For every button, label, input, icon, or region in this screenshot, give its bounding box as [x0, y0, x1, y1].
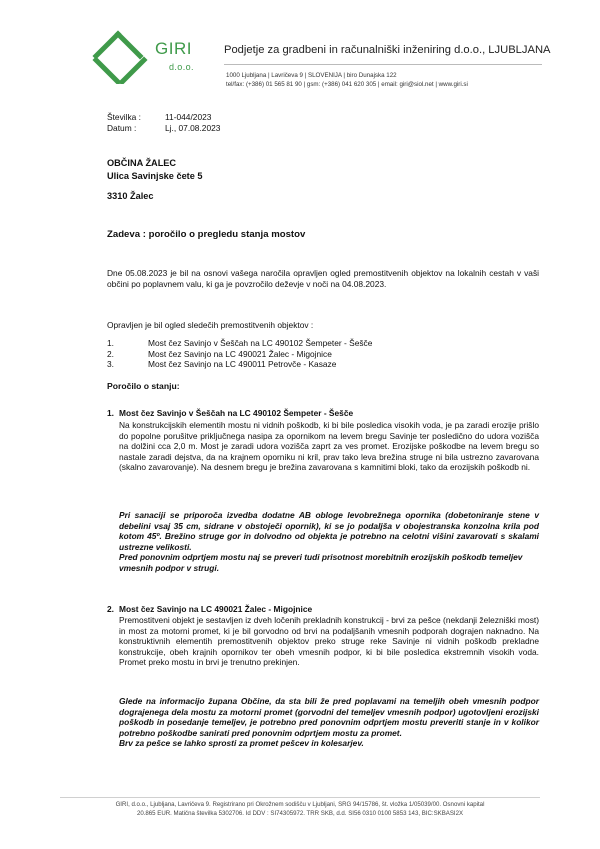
company-name: Podjetje za gradbeni in računalniški inženiring d.o.o., LJUBLJANA — [224, 44, 551, 56]
bridge-list — [107, 338, 372, 370]
brand-sub: d.o.o. — [169, 62, 194, 72]
date-value: Lj., 07.08.2023 — [165, 123, 221, 133]
subject-line: Zadeva : poročilo o pregledu stanja mostov — [107, 229, 306, 240]
footer-divider — [60, 797, 540, 798]
list-item: 1. Most čez Savinjo v Šeščah na LC 490102 Šempeter - Šešče — [107, 338, 373, 348]
section1-title: 1. Most čez Savinjo v Šeščah na LC 490102 Šempeter - Šešče — [107, 408, 354, 418]
section2-conclusion: Glede na informacijo župana Občine, da sta bili že pred poplavami na temeljih obeh vmesnih podpor dograjenega dela mostu za motorni promet (gorvodni del temeljev vmesnih podpor) ugotovljeni erozijski poškodb in posedanje temeljev, je potrebno pred ponovnim odprtjem mostu preveriti stanje in v kolikor potrebno poškodbe sanirati pred ponovnim odprtjem mostu za promet. Brv za pešce se lahko sprosti za promet pešcev in kolesarjev. — [119, 696, 539, 749]
list-item: 2. Most čez Savinjo na LC 490021 Žalec - Migojnice — [107, 348, 332, 359]
list-intro: Opravljen je bil ogled sledečih premostitvenih objektov : — [107, 320, 314, 330]
section1-body: Na konstrukcijskih elementih mostu ni vidnih poškodb, ki bi bile posledica visokih voda, je pa zaradi erozije prišlo do popolne porušitve priključnega nasipa za opornikom na levem bregu Savinje ter posledično do udora vozišča na dolžini cca 2,0 m. Most je zaradi udora vozišča zaprt za ves promet. Erozijske poškodbe na levem bregu so nastale zaradi dejstva, da na krajnem oporniku ni kril, prav tako leva brežina struge ni bila ustrezno zavarovana (skalno zavarovanje). Na desnem bregu je brežina zavarovana s kamnitimi bloki, tako da erozijskih poškodb ni. — [119, 420, 539, 473]
recipient-street: Ulica Savinjske čete 5 — [107, 171, 203, 181]
recipient-name: OBČINA ŽALEC — [107, 158, 177, 168]
section1-conclusion: Pri sanaciji se priporoča izvedba dodatne AB obloge levobrežnega opornika (dobetoniranje stene v debelini vsaj 35 cm, sidrane v obstoječi opornik), ki se jo podaljša v obojestranska konzolna krila pod kotom 45º. Brežino struge gor in dolvodno od objekta je potrebno na celotni višini zavarovati s skalami ustrezne velikosti. Pred ponovnim odprtjem mostu naj se preveri tudi prisotnost morebitnih erozijskih poškodb temeljev vmesnih podpor v strugi. — [119, 510, 539, 573]
section2-body: Premostitveni objekt je sestavljen iz dveh ločenih prekladnih konstrukcij - brvi za pešce (nekdanji železniški most) in most za motorni promet, ki je bil gorvodno od brvi na podaljšanih vmesnih podporah dograjen naknadno. Na konstruktivnih elementih premostitvenih objektov preko struge reke Savinje ni vidnih poškodb prekladne konstrukcije, obeh krajnih opornikov ter obeh vmesnih podpor, ki bi bile posledica ekstremnih visokih voda. Promet preko mostu in brvi je trenutno prekinjen. — [119, 615, 539, 668]
company-address: 1000 Ljubljana | Lavričeva 9 | SLOVENIJA | biro Dunajska 122 tel/fax: (+386) 01 565 81 90 | gsm: (+386) 041 620 305 | email: giri@siol.net | www.giri.si — [226, 72, 468, 88]
number-value: 11-044/2023 — [165, 112, 212, 122]
document-meta — [107, 112, 220, 134]
intro-paragraph: Dne 05.08.2023 je bil na osnovi vašega naročila opravljen ogled premostitvenih objektov na lokalnih cestah v vaši občini po poplavnem valu, ki ga je povzročilo deževje v noči na 04.08.2023. — [107, 268, 539, 289]
recipient-zip: 3310 Žalec — [107, 191, 154, 201]
list-item: 3. Most čez Savinjo na LC 490011 Petrovče - Kasaze — [107, 359, 337, 370]
date-label: Datum : — [107, 123, 137, 133]
header-divider — [224, 64, 542, 65]
giri-logo-icon — [88, 30, 150, 84]
report-title: Poročilo o stanju: — [107, 381, 180, 391]
brand-name: GIRI d.o.o. — [155, 40, 194, 76]
footer: GIRI, d.o.o., Ljubljana, Lavričeva 9. Registrirano pri Okrožnem sodišču v Ljubljani, SRG 94/15786, št. vložka 1/05039/00. Osnovni kapital 20.865 EUR. Matična številka 5302706. Id DDV : SI74305972. TRR SKB, d.d. SI56 0310 0100 5853 143, BIC:SKBASI2X — [115, 801, 485, 817]
section2-title: 2. Most čez Savinjo na LC 490021 Žalec - Migojnice — [107, 604, 313, 614]
recipient-block — [107, 157, 203, 183]
number-label: Številka : — [107, 112, 141, 122]
